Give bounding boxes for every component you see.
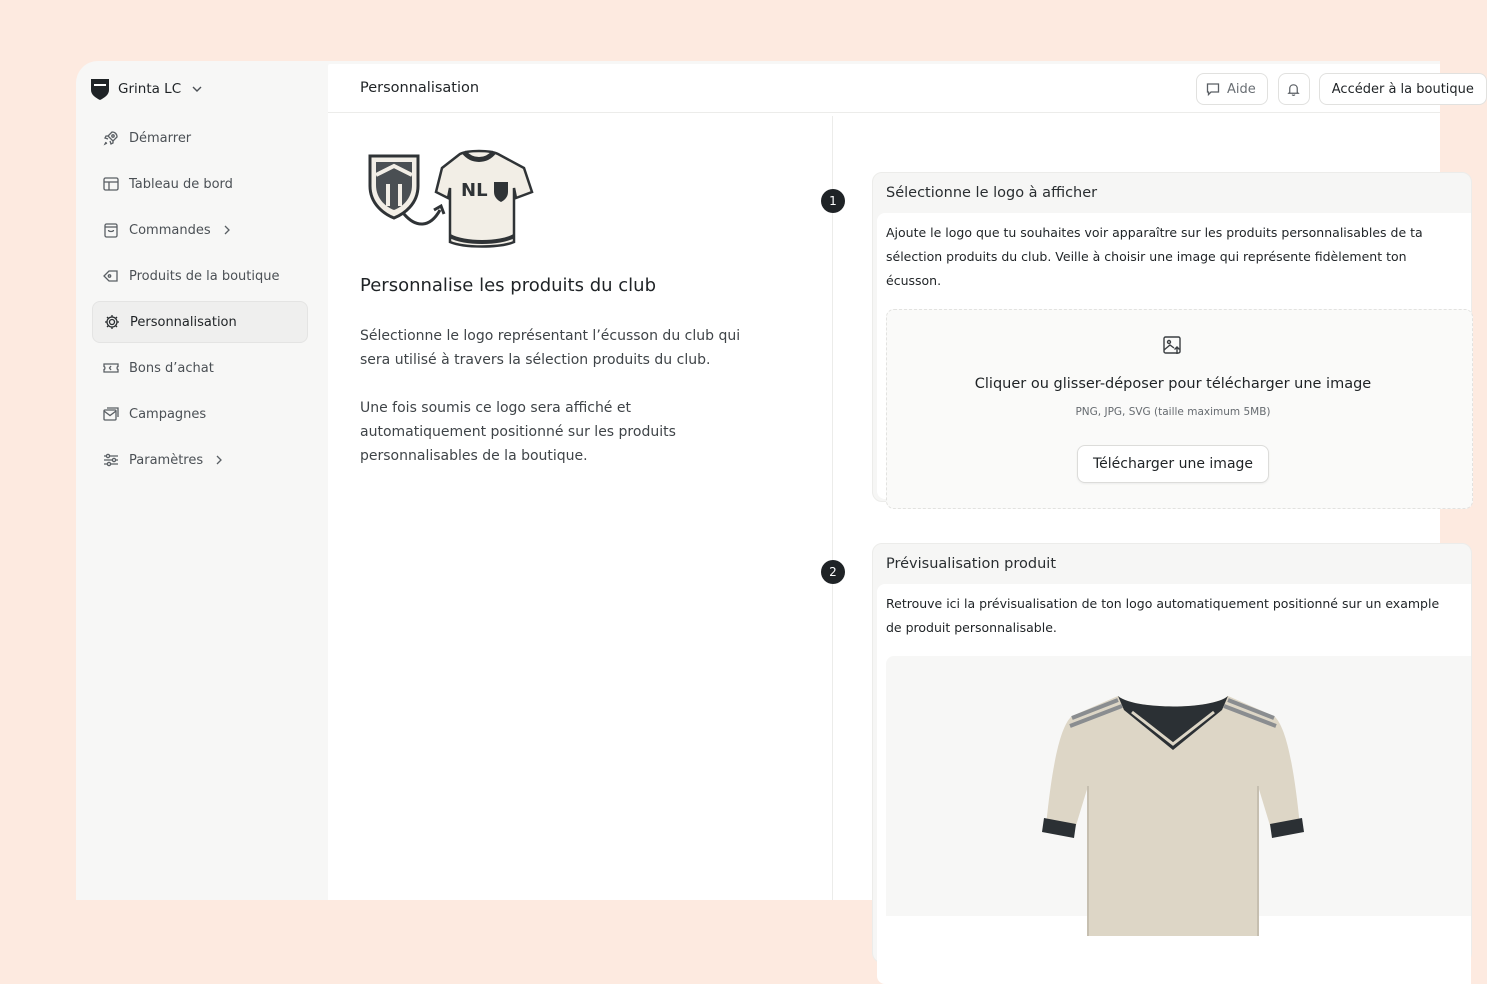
sidebar-item-label: Campagnes (129, 406, 207, 422)
upload-title: Cliquer ou glisser-déposer pour télécharger une image (974, 376, 1372, 392)
sidebar-item-parametres[interactable] (92, 439, 308, 481)
card-body (877, 584, 1471, 984)
sidebar-item-label: Produits de la boutique (129, 268, 280, 284)
crest-to-shirt-illustration (364, 148, 540, 252)
chat-icon (1205, 81, 1221, 97)
sidebar-item-tableau-de-bord[interactable] (92, 163, 308, 205)
main-panel (328, 64, 1474, 900)
shirt-text: NL (461, 180, 488, 201)
help-button[interactable] (1196, 73, 1268, 105)
intro-title: Personnalise les produits du club (360, 275, 656, 296)
jersey-preview-image (1032, 686, 1312, 936)
card-description: Retrouve ici la prévisualisation de ton logo automatiquement positionné sur un example de produit personnalisable. (886, 596, 1440, 635)
upload-image-button[interactable]: Télécharger une image (1077, 445, 1269, 483)
chevron-right-icon (221, 224, 233, 236)
sidebar (76, 61, 328, 900)
step-number-1: 1 (821, 189, 845, 213)
sliders-icon (102, 451, 120, 469)
intro-paragraph-2: Une fois soumis ce logo sera affiché et automatiquement positionné sur les produits personnalisables de la boutique. (360, 400, 676, 464)
notifications-button[interactable] (1278, 73, 1310, 105)
upload-dropzone[interactable] (886, 309, 1473, 509)
rocket-icon (102, 129, 120, 147)
tag-icon (102, 267, 120, 285)
card-title: Sélectionne le logo à afficher (886, 185, 1098, 201)
sidebar-item-commandes[interactable] (92, 209, 308, 251)
intro-panel (328, 116, 833, 900)
bag-icon (102, 221, 120, 239)
dashboard-icon (102, 175, 120, 193)
product-preview (886, 656, 1471, 916)
sidebar-item-personnalisation[interactable] (92, 301, 308, 343)
upload-hint: PNG, JPG, SVG (taille maximum 5MB) (1075, 406, 1271, 418)
gear-icon (103, 313, 121, 331)
page-title: Personnalisation (360, 80, 480, 96)
card-description: Ajoute le logo que tu souhaites voir apparaître sur les produits personnalisables de ta sélection produits du club. Veille à choisir une image qui représente fidèlement ton écusson. (886, 225, 1423, 288)
chevron-right-icon (213, 454, 225, 466)
card-body (877, 213, 1471, 499)
sidebar-item-label: Commandes (129, 222, 211, 238)
logo-select-card (872, 172, 1472, 502)
bell-icon (1286, 82, 1301, 97)
club-crest-icon (90, 77, 110, 101)
sidebar-item-label: Personnalisation (130, 314, 237, 330)
ticket-icon (102, 359, 120, 377)
sidebar-item-bons-achat[interactable] (92, 347, 308, 389)
org-switcher[interactable] (90, 77, 203, 101)
app-window (76, 61, 1474, 900)
sidebar-item-label: Tableau de bord (129, 176, 233, 192)
image-upload-icon (1162, 334, 1184, 356)
chevron-down-icon (191, 83, 203, 95)
sidebar-nav (92, 117, 308, 485)
mail-icon (102, 405, 120, 423)
top-actions (1196, 73, 1487, 105)
sidebar-item-demarrer[interactable] (92, 117, 308, 159)
sidebar-item-label: Paramètres (129, 452, 204, 468)
card-title: Prévisualisation produit (886, 556, 1056, 572)
topbar (328, 64, 1474, 113)
product-preview-card (872, 543, 1472, 963)
sidebar-item-label: Bons d’achat (129, 360, 214, 376)
sidebar-item-label: Démarrer (129, 130, 192, 146)
content (328, 116, 1440, 900)
go-to-shop-button[interactable] (1319, 73, 1487, 105)
sidebar-item-produits[interactable] (92, 255, 308, 297)
help-label: Aide (1227, 81, 1256, 97)
intro-paragraph-1: Sélectionne le logo représentant l’écusson du club qui sera utilisé à travers la sélection produits du club. (360, 328, 741, 368)
org-name: Grinta LC (118, 81, 182, 97)
sidebar-item-campagnes[interactable] (92, 393, 308, 435)
go-to-shop-label: Accéder à la boutique (1331, 81, 1474, 97)
step-number-2: 2 (821, 560, 845, 584)
